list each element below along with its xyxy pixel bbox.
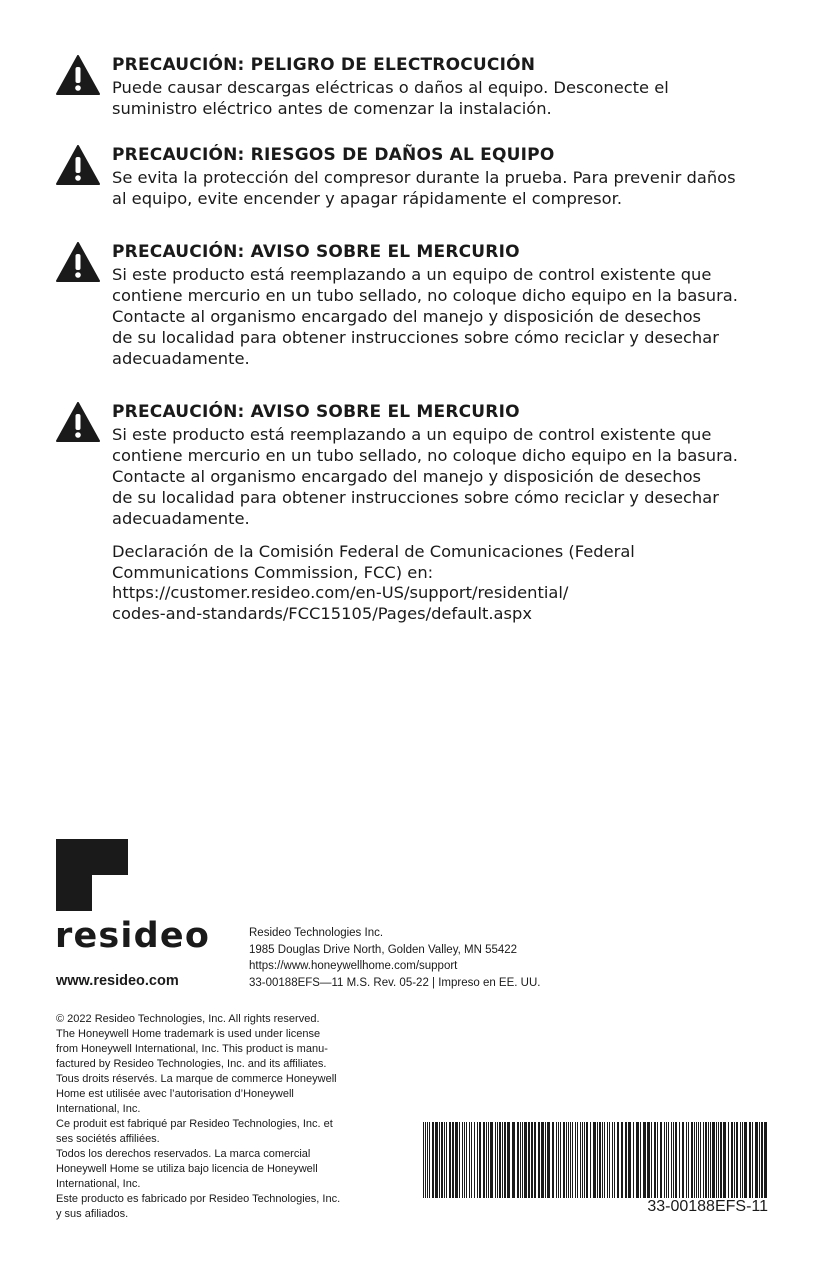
barcode-bar [660,1122,662,1198]
barcode-bar [673,1122,674,1198]
fcc-statement: Declaración de la Comisión Federal de Comunicaciones (Federal Communications Commission, FCC) en: https://customer.resideo.com/en-US/support/residential/ codes-and-standards/FCC15105/Pages/default.aspx [112,542,635,623]
barcode-bar [614,1122,615,1198]
barcode-bar [604,1122,605,1198]
barcode-bar [716,1122,717,1198]
barcode-bar [705,1122,707,1198]
barcode-bar [625,1122,627,1198]
barcode-bar [734,1122,735,1198]
barcode-bar [612,1122,613,1198]
barcode-bar [621,1122,623,1198]
barcode-bar [427,1122,428,1198]
barcode-bar [698,1122,699,1198]
warning-title: PRECAUCIÓN: PELIGRO DE ELECTROCUCIÓN [112,55,536,75]
barcode-bar [602,1122,603,1198]
barcode-bar [657,1122,658,1198]
barcode-bar [744,1122,747,1198]
barcode-bar [469,1122,470,1198]
barcode-bar [568,1122,569,1198]
barcode-bar [597,1122,598,1198]
barcode-bar [694,1122,695,1198]
barcode-bar [449,1122,451,1198]
barcode-bar [633,1122,634,1198]
barcode-bar [538,1122,540,1198]
barcode-bar [452,1122,454,1198]
company-address [249,925,629,991]
barcode-bar [520,1122,521,1198]
address-line: Resideo Technologies Inc. [249,927,384,939]
barcode-bar [512,1122,515,1198]
barcode-bar [708,1122,709,1198]
warning-title: PRECAUCIÓN: AVISO SOBRE EL MERCURIO [112,402,520,422]
barcode-bar [666,1122,667,1198]
barcode-bar [740,1122,741,1198]
barcode-bar [599,1122,601,1198]
address-line: 1985 Douglas Drive North, Golden Valley, MN 55422 [249,943,518,956]
barcode-bar [643,1122,646,1198]
barcode-bar [749,1122,751,1198]
warning-title: PRECAUCIÓN: RIESGOS DE DAÑOS AL EQUIPO [112,145,555,165]
barcode-bar [668,1122,669,1198]
barcode-bar [752,1122,753,1198]
barcode-bar [552,1122,554,1198]
barcode-bar [471,1122,472,1198]
barcode-bar [446,1122,447,1198]
barcode-bar [761,1122,763,1198]
barcode-bar [459,1122,460,1198]
barcode-bar [582,1122,583,1198]
warning-triangle-icon [56,242,100,282]
barcode-bar [586,1122,588,1198]
barcode-bar [566,1122,567,1198]
resideo-logo-icon [56,839,128,911]
barcode-bar [572,1122,573,1198]
address-line: https://www.honeywellhome.com/support [249,960,458,972]
barcode-bar [435,1122,438,1198]
barcode-bar [718,1122,719,1198]
barcode-bar [703,1122,704,1198]
barcode-bar [575,1122,576,1198]
barcode-bar [593,1122,596,1198]
barcode-bar [464,1122,465,1198]
barcode-bar [710,1122,711,1198]
barcode-bar [647,1122,650,1198]
barcode-bar [651,1122,652,1198]
barcode-bar [764,1122,767,1198]
barcode-bar [547,1122,550,1198]
barcode-bar [490,1122,493,1198]
barcode-bar [607,1122,608,1198]
barcode-bar [700,1122,701,1198]
barcode-bar [474,1122,475,1198]
barcode-bar [499,1122,501,1198]
warning-triangle-icon [56,145,100,185]
barcode-bar [455,1122,458,1198]
barcode-bar [671,1122,672,1198]
barcode-bar [439,1122,440,1198]
barcode-bar [755,1122,758,1198]
barcode-bar [609,1122,610,1198]
barcode-bar [462,1122,463,1198]
barcode-bar [590,1122,591,1198]
barcode-bar [723,1122,726,1198]
barcode-bar [483,1122,485,1198]
barcode-bar [742,1122,743,1198]
barcode-bar [507,1122,510,1198]
barcode-bar [617,1122,619,1198]
barcode-bar [682,1122,684,1198]
barcode-bar [545,1122,546,1198]
brand-wordmark: resideo [55,916,211,956]
warning-body: Se evita la protección del compresor durante la prueba. Para prevenir daños al equipo, evite encender y apagar rápidamente el compresor. [112,168,736,208]
barcode-bar [497,1122,498,1198]
warning-mercury-notice [56,402,786,532]
warning-body: Si este producto está reemplazando a un equipo de control existente que contiene mercurio en un tubo sellado, no coloque dicho equipo en la basura. Contacte al organismo encargado del manejo y disposición de desechos de su localidad para obtener instrucciones sobre cómo reciclar y desechar adecuadamente. [112,265,738,368]
barcode [423,1122,769,1198]
barcode-bar [720,1122,722,1198]
barcode-bar [691,1122,693,1198]
barcode-bar [563,1122,565,1198]
barcode-bar [522,1122,523,1198]
warning-mercury-notice [56,242,786,372]
barcode-bar [425,1122,426,1198]
barcode-bar [495,1122,496,1198]
barcode-bar [528,1122,530,1198]
legal-notice: © 2022 Resideo Technologies, Inc. All rights reserved. The Honeywell Home trademark is used under license from Honeywell International, Inc. This product is manu- factured by Resideo Technologies, Inc. and its affiliates. Tous droits réservés. La marque de commerce Honeywell Home est utilisée avec l’autorisation d’Honeywell International, Inc. Ce produit est fabriqué par Resideo Technologies, Inc. et ses sociétés affiliées. Todos los derechos reservados. La marca comercial Honeywell Home se utiliza bajo licencia de Honeywell International, Inc. Este producto es fabricado por Resideo Technologies, Inc. y sus afiliados. [56,1013,341,1220]
barcode-bar [731,1122,733,1198]
barcode-bar [584,1122,585,1198]
barcode-bar [577,1122,578,1198]
warning-electrocution [56,55,786,119]
warning-triangle-icon [56,402,100,442]
barcode-bar [534,1122,536,1198]
barcode-bar [466,1122,467,1198]
barcode-bar [432,1122,434,1198]
barcode-bar [531,1122,533,1198]
barcode-bar [580,1122,581,1198]
barcode-bar [728,1122,729,1198]
barcode-bar [675,1122,677,1198]
barcode-bar [444,1122,445,1198]
barcode-number: 33-00188EFS-11 [647,1198,768,1215]
barcode-bar [636,1122,639,1198]
warning-triangle-icon [56,55,100,95]
barcode-bar [488,1122,489,1198]
website-link[interactable]: www.resideo.com [56,973,179,989]
barcode-bar [686,1122,687,1198]
barcode-bar [558,1122,559,1198]
barcode-bar [759,1122,760,1198]
barcode-bar [696,1122,697,1198]
barcode-bar [517,1122,519,1198]
warning-body: Si este producto está reemplazando a un equipo de control existente que contiene mercurio en un tubo sellado, no coloque dicho equipo en la basura. Contacte al organismo encargado del manejo y disposición de desechos de su localidad para obtener instrucciones sobre cómo reciclar y desechar adecuadamente. [112,425,738,528]
barcode-bar [679,1122,680,1198]
barcode-bar [502,1122,503,1198]
barcode-bar [441,1122,443,1198]
barcode-bar [736,1122,738,1198]
barcode-bar [628,1122,631,1198]
warning-body: Puede causar descargas eléctricas o daños al equipo. Desconecte el suministro eléctrico antes de comenzar la instalación. [112,78,669,118]
barcode-bar [688,1122,689,1198]
address-line: 33-00188EFS—11 M.S. Rev. 05-22 | Impreso en EE. UU. [249,976,541,989]
barcode-bar [477,1122,478,1198]
warning-equipment-damage [56,145,786,211]
warning-title: PRECAUCIÓN: AVISO SOBRE EL MERCURIO [112,242,520,262]
barcode-bar [524,1122,527,1198]
barcode-bar [654,1122,656,1198]
barcode-bar [712,1122,715,1198]
barcode-bar [570,1122,571,1198]
barcode-bar [423,1122,424,1198]
barcode-bar [486,1122,487,1198]
barcode-bar [429,1122,430,1198]
barcode-bar [479,1122,481,1198]
barcode-bar [664,1122,665,1198]
barcode-bar [504,1122,506,1198]
barcode-bar [541,1122,544,1198]
barcode-bar [556,1122,557,1198]
barcode-bar [640,1122,641,1198]
barcode-bar [560,1122,561,1198]
